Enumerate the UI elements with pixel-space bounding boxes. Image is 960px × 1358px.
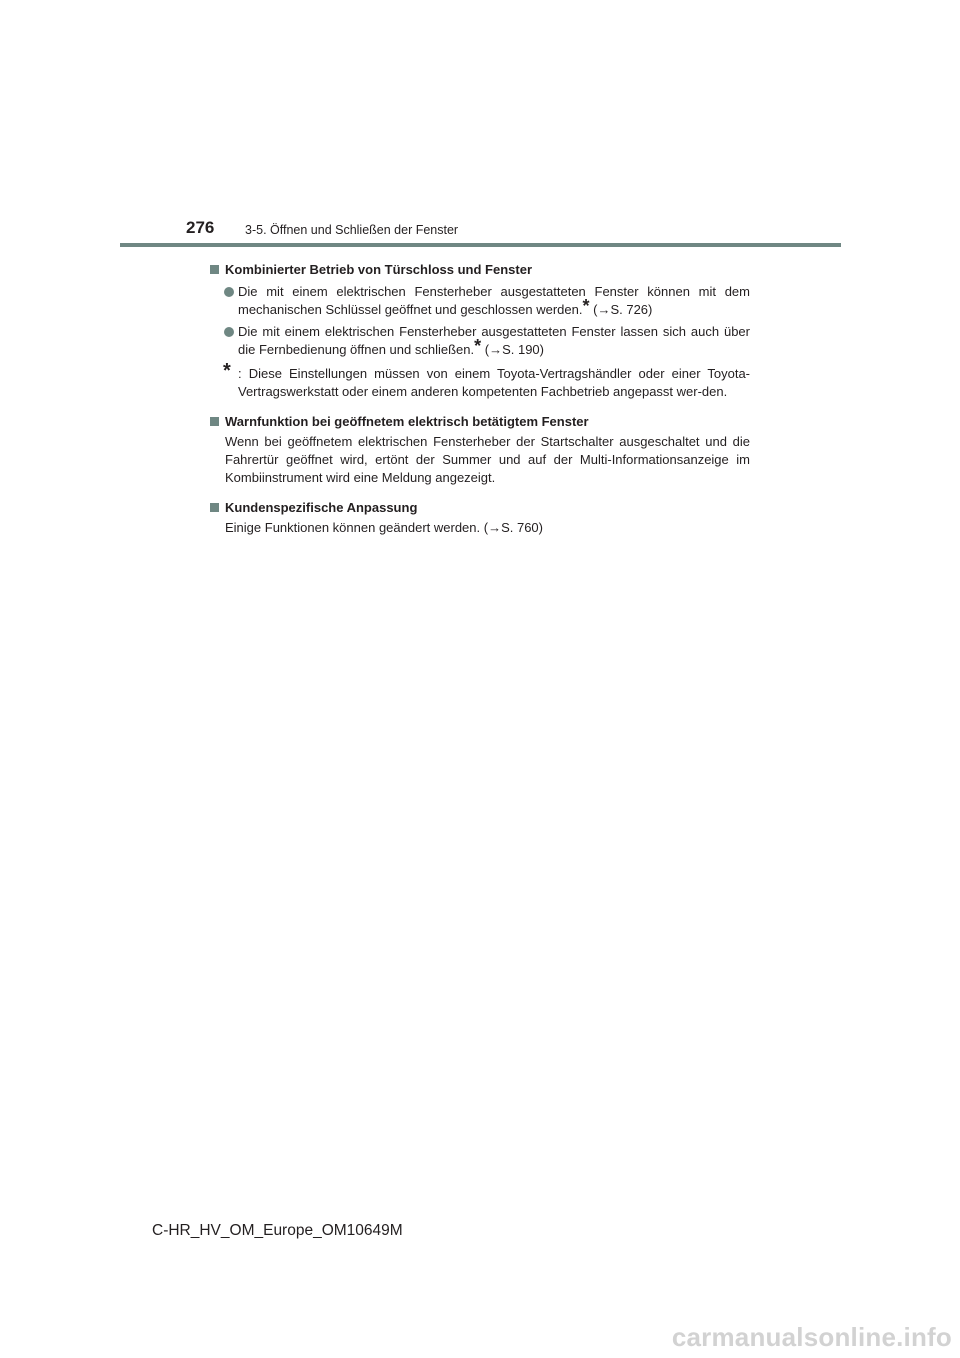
asterisk-mark: *: [474, 336, 482, 356]
list-item: [210, 323, 750, 359]
list-item: [210, 283, 750, 319]
section-heading-text: Warnfunktion bei geöffnetem elektrisch betätigtem Fenster: [225, 414, 589, 429]
footnote-asterisk: *: [223, 360, 231, 382]
page-reference-link[interactable]: (→S. 190): [481, 342, 544, 357]
section-paragraph: Einige Funktionen können geändert werden. (→S. 760): [225, 520, 543, 535]
header-rule: [120, 243, 841, 247]
watermark-logo: carmanualsonline.info: [671, 1322, 952, 1352]
section-heading-text: Kundenspezifische Anpassung: [225, 500, 418, 515]
section-heading-text: Kombinierter Betrieb von Türschloss und Fenster: [225, 262, 532, 277]
circle-bullet-icon: [224, 327, 234, 337]
document-code: C-HR_HV_OM_Europe_OM10649M: [152, 1222, 403, 1239]
square-bullet-icon: [210, 503, 219, 512]
section-heading-warning-function: [210, 413, 750, 431]
bullet-text: Die mit einem elektrischen Fensterheber ausgestatteten Fenster lassen sich auch über die Fernbedienung öffnen und schließen.: [238, 324, 750, 357]
bullet-text: Die mit einem elektrischen Fensterheber ausgestatteten Fenster können mit dem mechanischen Schlüssel geöffnet und geschlossen werden.: [238, 284, 750, 317]
page-number: 276: [186, 218, 215, 237]
section-paragraph: Wenn bei geöffnetem elektrischen Fensterheber der Startschalter ausgeschaltet und die Fahrertür geöffnet wird, ertönt der Summer und auf der Multi-Informationsanzeige im Kombiinstrument wird eine Meldung angezeigt.: [225, 434, 750, 485]
asterisk-mark: *: [582, 296, 590, 316]
section-heading-customization: [210, 499, 750, 517]
page-content: [210, 255, 750, 537]
square-bullet-icon: [210, 265, 219, 274]
section-heading-combined-operation: [210, 261, 750, 279]
square-bullet-icon: [210, 417, 219, 426]
footnote-text: : Diese Einstellungen müssen von einem Toyota-Vertragshändler oder einer Toyota-Vertragswerkstatt oder einem anderen kompetenten Fachbetrieb angepasst wer-den.: [238, 366, 750, 399]
circle-bullet-icon: [224, 287, 234, 297]
section-title: 3-5. Öffnen und Schließen der Fenster: [245, 223, 459, 237]
page-reference-link[interactable]: (→S. 726): [589, 302, 653, 317]
footnote: [210, 360, 750, 401]
